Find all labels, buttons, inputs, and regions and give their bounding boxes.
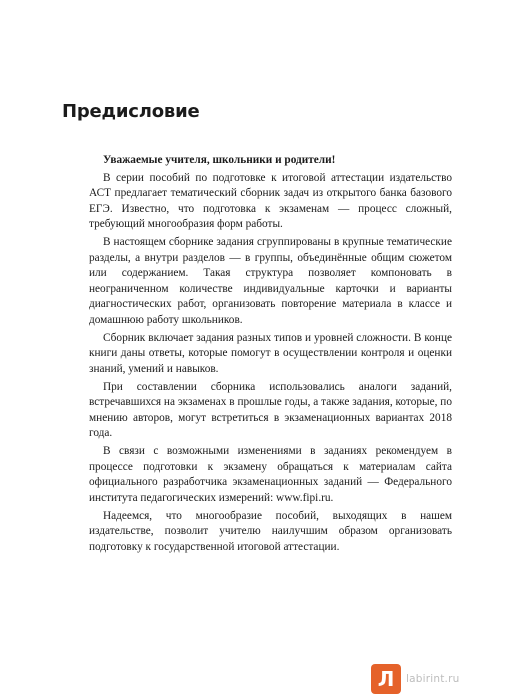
paragraph-6: Надеемся, что многообразие пособий, выходящих в нашем издательстве, позволит учителю наилучшим образом организовать подготовку к государственной итоговой аттестации. <box>89 509 452 553</box>
labirint-logo-icon: Л <box>371 664 401 694</box>
watermark-site-text: labirint.ru <box>406 673 460 685</box>
paragraph-5: В связи с возможными изменениями в заданиях рекомендуем в процессе подготовки к экзамену обращаться к материалам сайта официального разработчика экзаменационных заданий — Федерального института педагогических измерений: www.fipi.ru. <box>89 445 452 504</box>
paragraph-3: Сборник включает задания разных типов и уровней сложности. В конце книги даны ответы, которые помогут в осуществлении контроля и оценки знаний, умений и навыков. <box>89 331 452 375</box>
greeting-line: Уважаемые учителя, школьники и родители! <box>103 154 336 166</box>
page-heading: Предисловие <box>62 101 200 122</box>
preface-body <box>89 153 452 558</box>
paragraph-1: В серии пособий по подготовке к итоговой аттестации издательство АСТ предлагает тематический сборник задач из открытого банка базового ЕГЭ. Известно, что подготовка к экзаменам — процесс сложный, требующий многообразия форм работы. <box>89 171 452 230</box>
paragraph-4: При составлении сборника использовались аналоги заданий, встречавшихся на экзаменах в прошлые годы, а также задания, которые, по мнению авторов, могут встретиться в экзаменационных вариантах 2018 года. <box>89 380 452 439</box>
paragraph-2: В настоящем сборнике задания сгруппированы в крупные тематические разделы, а внутри разделов — в группы, объединённые общим сюжетом или содержанием. Такая структура позволяет компоновать в неограниченном количестве индивидуальные карточки и варианты диагностических работ, организовать повторение материала в классе и домашнюю работу школьников. <box>89 236 452 326</box>
